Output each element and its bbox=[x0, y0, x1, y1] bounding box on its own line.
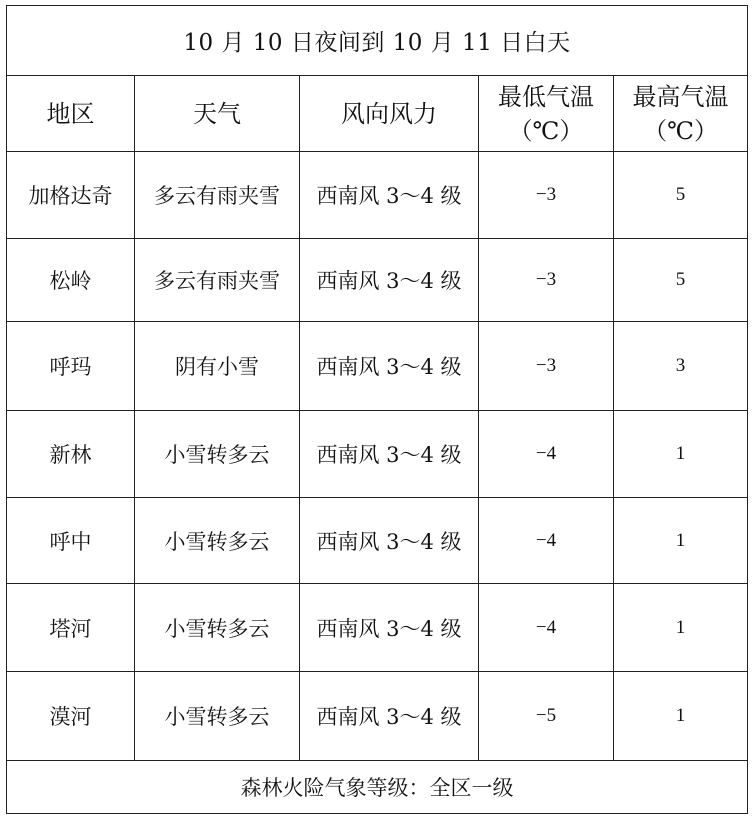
title-row bbox=[7, 6, 748, 76]
cell-region: 塔河 bbox=[7, 584, 135, 672]
table-row bbox=[7, 584, 748, 672]
cell-min-temp: −4 bbox=[479, 498, 614, 584]
cell-wind: 西南风 3～4 级 bbox=[300, 239, 479, 322]
footer-row bbox=[7, 761, 748, 814]
cell-min-temp: −4 bbox=[479, 584, 614, 672]
cell-max-temp: 5 bbox=[614, 239, 748, 322]
cell-wind: 西南风 3～4 级 bbox=[300, 322, 479, 411]
cell-weather: 多云有雨夹雪 bbox=[135, 152, 300, 239]
cell-max-temp: 1 bbox=[614, 498, 748, 584]
cell-wind: 西南风 3～4 级 bbox=[300, 498, 479, 584]
cell-min-temp: −3 bbox=[479, 152, 614, 239]
cell-weather: 小雪转多云 bbox=[135, 411, 300, 498]
header-min-temp-unit: （℃） bbox=[508, 116, 584, 145]
header-weather: 天气 bbox=[135, 76, 300, 152]
cell-weather: 小雪转多云 bbox=[135, 672, 300, 761]
header-max-temp-label: 最高气温 bbox=[632, 82, 729, 111]
cell-min-temp: −3 bbox=[479, 322, 614, 411]
table-row bbox=[7, 322, 748, 411]
cell-wind: 西南风 3～4 级 bbox=[300, 584, 479, 672]
cell-weather: 阴有小雪 bbox=[135, 322, 300, 411]
header-max-temp bbox=[614, 76, 748, 152]
fire-risk-note: 森林火险气象等级：全区一级 bbox=[7, 761, 748, 814]
header-row bbox=[7, 76, 748, 152]
cell-min-temp: −3 bbox=[479, 239, 614, 322]
cell-weather: 多云有雨夹雪 bbox=[135, 239, 300, 322]
table-title: 10 月 10 日夜间到 10 月 11 日白天 bbox=[7, 6, 748, 76]
table-row bbox=[7, 239, 748, 322]
cell-region: 呼玛 bbox=[7, 322, 135, 411]
cell-weather: 小雪转多云 bbox=[135, 498, 300, 584]
cell-wind: 西南风 3～4 级 bbox=[300, 152, 479, 239]
table-row bbox=[7, 152, 748, 239]
cell-max-temp: 3 bbox=[614, 322, 748, 411]
cell-region: 漠河 bbox=[7, 672, 135, 761]
cell-wind: 西南风 3～4 级 bbox=[300, 672, 479, 761]
cell-region: 呼中 bbox=[7, 498, 135, 584]
header-wind: 风向风力 bbox=[300, 76, 479, 152]
cell-max-temp: 1 bbox=[614, 672, 748, 761]
header-region: 地区 bbox=[7, 76, 135, 152]
cell-min-temp: −4 bbox=[479, 411, 614, 498]
cell-max-temp: 1 bbox=[614, 411, 748, 498]
forecast-table bbox=[6, 5, 748, 814]
cell-max-temp: 1 bbox=[614, 584, 748, 672]
cell-region: 加格达奇 bbox=[7, 152, 135, 239]
cell-region: 松岭 bbox=[7, 239, 135, 322]
header-min-temp-label: 最低气温 bbox=[498, 82, 594, 111]
header-min-temp bbox=[479, 76, 614, 152]
table-row bbox=[7, 411, 748, 498]
header-max-temp-unit: （℃） bbox=[643, 116, 718, 145]
cell-min-temp: −5 bbox=[479, 672, 614, 761]
cell-region: 新林 bbox=[7, 411, 135, 498]
cell-weather: 小雪转多云 bbox=[135, 584, 300, 672]
cell-wind: 西南风 3～4 级 bbox=[300, 411, 479, 498]
table-row bbox=[7, 498, 748, 584]
cell-max-temp: 5 bbox=[614, 152, 748, 239]
table-row bbox=[7, 672, 748, 761]
